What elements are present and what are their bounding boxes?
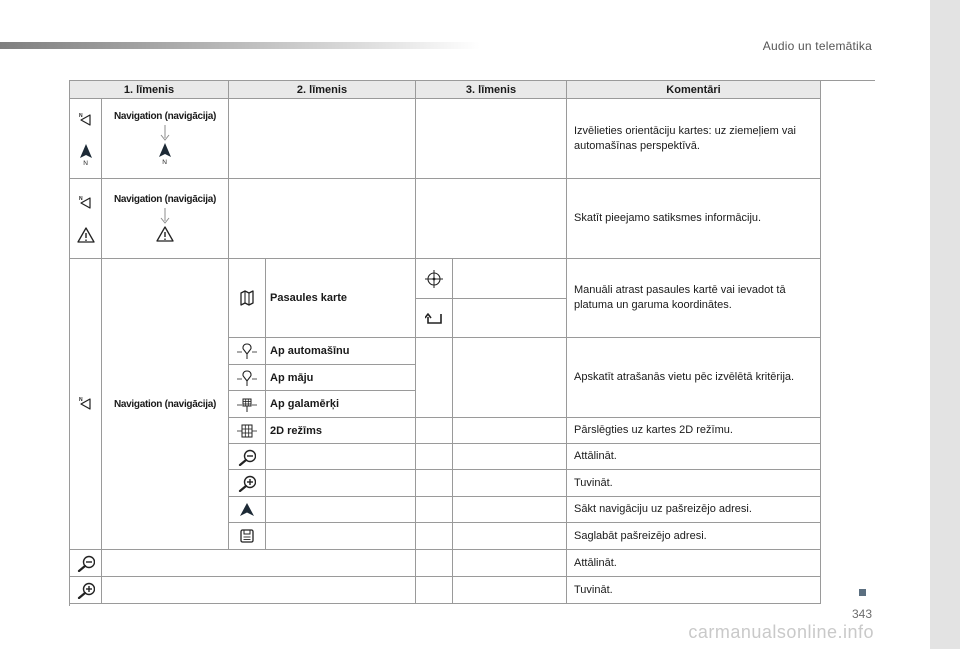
down-arrow-icon	[159, 125, 171, 141]
warning-triangle-icon	[156, 225, 174, 243]
traffic-level3	[416, 179, 567, 259]
zoom-in-top-comment: Tuvināt.	[567, 577, 821, 604]
zoom-in-top-icon-cell	[70, 577, 102, 604]
zoom-out-icon	[238, 448, 256, 466]
header-gradient-bar	[0, 42, 480, 49]
orientation-comment: Izvēlieties orientāciju kartes: uz ziemeļiem vai automašīnas perspektīvā.	[567, 99, 821, 179]
zoom-out-sub-comment: Attālināt.	[567, 444, 821, 470]
empty-cell	[416, 470, 453, 497]
navigation-label: Navigation (navigācija)	[113, 111, 217, 122]
start-navigation-icon-cell	[229, 497, 266, 523]
empty-cell	[453, 418, 567, 444]
warning-triangle-icon	[77, 226, 95, 244]
empty-cell	[416, 418, 453, 444]
empty-cell	[453, 497, 567, 523]
column-header-level-2: 2. līmenis	[229, 81, 416, 99]
around-destination-label: Ap galamērķi	[266, 391, 416, 418]
empty-cell	[416, 577, 453, 604]
zoom-out-top-comment: Attālināt.	[567, 550, 821, 577]
save-comment: Saglabāt pašreizējo adresi.	[567, 523, 821, 550]
column-header-comments: Komentāri	[567, 81, 821, 99]
location-pin-icon	[237, 368, 257, 388]
down-arrow-icon	[159, 208, 171, 224]
empty-cell	[416, 497, 453, 523]
column-header-level-1: 1. līmenis	[70, 81, 229, 99]
zoom-in-sub-comment: Tuvināt.	[567, 470, 821, 497]
zoom-out-sub-icon-cell	[229, 444, 266, 470]
around-level3-label	[453, 338, 567, 418]
world-map-icon-cell	[229, 259, 266, 338]
around-car-icon-cell	[229, 338, 266, 365]
world-map-icon	[238, 289, 256, 307]
empty-cell	[266, 523, 416, 550]
start-navigation-icon	[238, 501, 256, 519]
empty-cell	[266, 444, 416, 470]
grid-2d-icon	[237, 421, 257, 441]
around-destination-icon-cell	[229, 391, 266, 418]
traffic-icons	[70, 179, 102, 259]
crosshair-icon-cell	[416, 259, 453, 299]
mode-2d-label: 2D režīms	[266, 418, 416, 444]
around-home-label: Ap māju	[266, 365, 416, 391]
crosshair-label-cell	[453, 259, 567, 299]
empty-cell	[102, 577, 416, 604]
north-arrow-icon	[156, 142, 174, 166]
zoom-out-top-icon-cell	[70, 550, 102, 577]
page-marker	[859, 589, 866, 596]
column-header-level-3: 3. līmenis	[416, 81, 567, 99]
empty-cell	[453, 470, 567, 497]
empty-cell	[102, 550, 416, 577]
traffic-level1	[102, 179, 229, 259]
back-label-cell	[453, 299, 567, 338]
navigation-label: Navigation (navigācija)	[113, 398, 217, 410]
navigation-label: Navigation (navigācija)	[113, 194, 217, 205]
orientation-level2	[229, 99, 416, 179]
mode-2d-comment: Pārslēgties uz kartes 2D režīmu.	[567, 418, 821, 444]
around-comment: Apskatīt atrašanās vietu pēc izvēlētā kritērija.	[567, 338, 821, 418]
empty-cell	[453, 550, 567, 577]
orientation-level3	[416, 99, 567, 179]
crosshair-icon	[424, 269, 444, 289]
around-home-icon-cell	[229, 365, 266, 391]
around-car-label: Ap automašīnu	[266, 338, 416, 365]
watermark: carmanualsonline.info	[688, 622, 874, 642]
empty-cell	[266, 470, 416, 497]
save-icon-cell	[229, 523, 266, 550]
orientation-level1	[102, 99, 229, 179]
empty-cell	[453, 444, 567, 470]
empty-cell	[453, 523, 567, 550]
back-arrow-icon	[425, 309, 443, 327]
save-icon	[238, 527, 256, 545]
page-number: 343	[851, 607, 872, 621]
orientation-icons	[70, 99, 102, 179]
map-navigation-icon	[77, 111, 95, 129]
world-map-label: Pasaules karte	[266, 259, 416, 338]
mode-2d-icon-cell	[229, 418, 266, 444]
empty-cell	[416, 550, 453, 577]
zoom-in-icon	[238, 474, 256, 492]
zoom-out-icon	[77, 554, 95, 572]
page-side-strip	[930, 0, 960, 649]
empty-cell	[266, 497, 416, 523]
location-pin-icon	[237, 341, 257, 361]
around-level3-icon	[416, 338, 453, 418]
navigation-block-icon	[70, 259, 102, 550]
navigation-block-level1	[102, 259, 229, 550]
map-navigation-icon	[77, 395, 95, 413]
map-navigation-icon	[77, 194, 95, 212]
north-arrow-icon	[77, 143, 95, 167]
destination-flag-icon	[237, 394, 257, 414]
menu-table	[69, 80, 875, 606]
start-navigation-comment: Sākt navigāciju uz pašreizējo adresi.	[567, 497, 821, 523]
empty-cell	[416, 523, 453, 550]
world-map-comment: Manuāli atrast pasaules kartē vai ievadot tā platuma un garuma koordinātes.	[567, 259, 821, 338]
traffic-comment: Skatīt pieejamo satiksmes informāciju.	[567, 179, 821, 259]
back-icon-cell	[416, 299, 453, 338]
zoom-in-icon	[77, 581, 95, 599]
empty-cell	[416, 444, 453, 470]
empty-cell	[453, 577, 567, 604]
traffic-level2	[229, 179, 416, 259]
section-title: Audio un telemātika	[762, 39, 872, 53]
zoom-in-sub-icon-cell	[229, 470, 266, 497]
